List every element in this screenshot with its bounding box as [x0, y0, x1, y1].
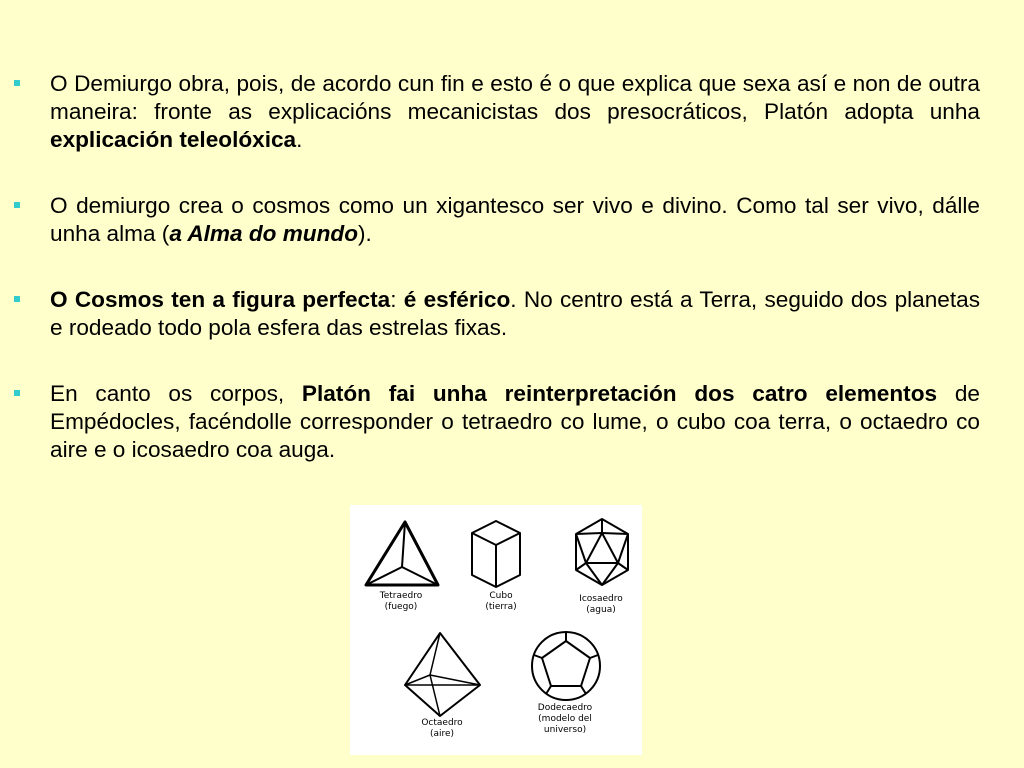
caption-octaedro — [397, 718, 487, 740]
bullet-4-text-a: En canto os corpos, — [50, 381, 302, 406]
bullet-list — [12, 70, 980, 502]
octahedron-icon — [405, 633, 480, 716]
caption-cubo — [456, 591, 546, 613]
bullet-4-text-b: Platón fai unha reinterpretación dos catro elementos — [301, 381, 938, 406]
bullet-item-2 — [12, 192, 980, 248]
bullet-3-text-c: é esférico — [403, 287, 511, 312]
caption-tetraedro-element: (fuego) — [384, 602, 418, 612]
caption-dodecaedro-subtitle-1: (modelo del — [538, 714, 592, 724]
bullet-2-text-a: O demiurgo crea o cosmos como un xigantesco ser vivo e divino. Como tal ser vivo, dálle unha alma ( — [50, 193, 980, 246]
bullet-3-text-b: : — [390, 287, 404, 312]
bullet-2-text-b: a Alma do mundo — [169, 221, 359, 246]
platonic-solids-figure — [350, 505, 642, 755]
caption-cubo-element: (tierra) — [485, 602, 517, 612]
bullet-2-text-c: ). — [358, 221, 372, 246]
caption-tetraedro-name: Tetraedro — [379, 591, 423, 601]
caption-tetraedro — [356, 591, 446, 613]
dodecahedron-icon — [532, 632, 600, 700]
bullet-1-text-b: explicación teleolóxica — [50, 127, 297, 152]
caption-dodecaedro-subtitle-2: universo) — [543, 725, 587, 735]
caption-octaedro-element: (aire) — [429, 729, 455, 739]
caption-cubo-name: Cubo — [489, 591, 513, 601]
bullet-item-3 — [12, 286, 980, 342]
caption-octaedro-name: Octaedro — [421, 718, 463, 728]
bullet-item-4 — [12, 380, 980, 464]
bullet-1-text-a: O Demiurgo obra, pois, de acordo cun fin e esto é o que explica que sexa así e non de outra maneira: fronte as explicacións mecanicistas dos presocráticos, Platón adopta unha — [50, 71, 980, 124]
caption-icosaedro — [556, 594, 646, 616]
bullet-4-text-c: de Empédocles, facéndolle corresponder o tetraedro co lume, o cubo coa terra, o octaedro co aire e o icosaedro coa auga. — [50, 381, 980, 462]
bullet-1-text-c: . — [296, 127, 303, 152]
bullet-3-text-d: . No centro está a Terra, seguido dos planetas e rodeado todo pola esfera das estrelas fixas. — [50, 287, 980, 340]
tetrahedron-icon — [366, 522, 438, 585]
caption-icosaedro-name: Icosaedro — [579, 594, 623, 604]
cube-icon — [472, 521, 520, 587]
caption-icosaedro-element: (agua) — [586, 605, 616, 615]
bullet-item-1 — [12, 70, 980, 154]
caption-dodecaedro — [520, 703, 610, 736]
caption-dodecaedro-name: Dodecaedro — [537, 703, 593, 713]
icosahedron-icon — [576, 519, 628, 585]
bullet-3-text-a: O Cosmos ten a figura perfecta — [50, 287, 391, 312]
